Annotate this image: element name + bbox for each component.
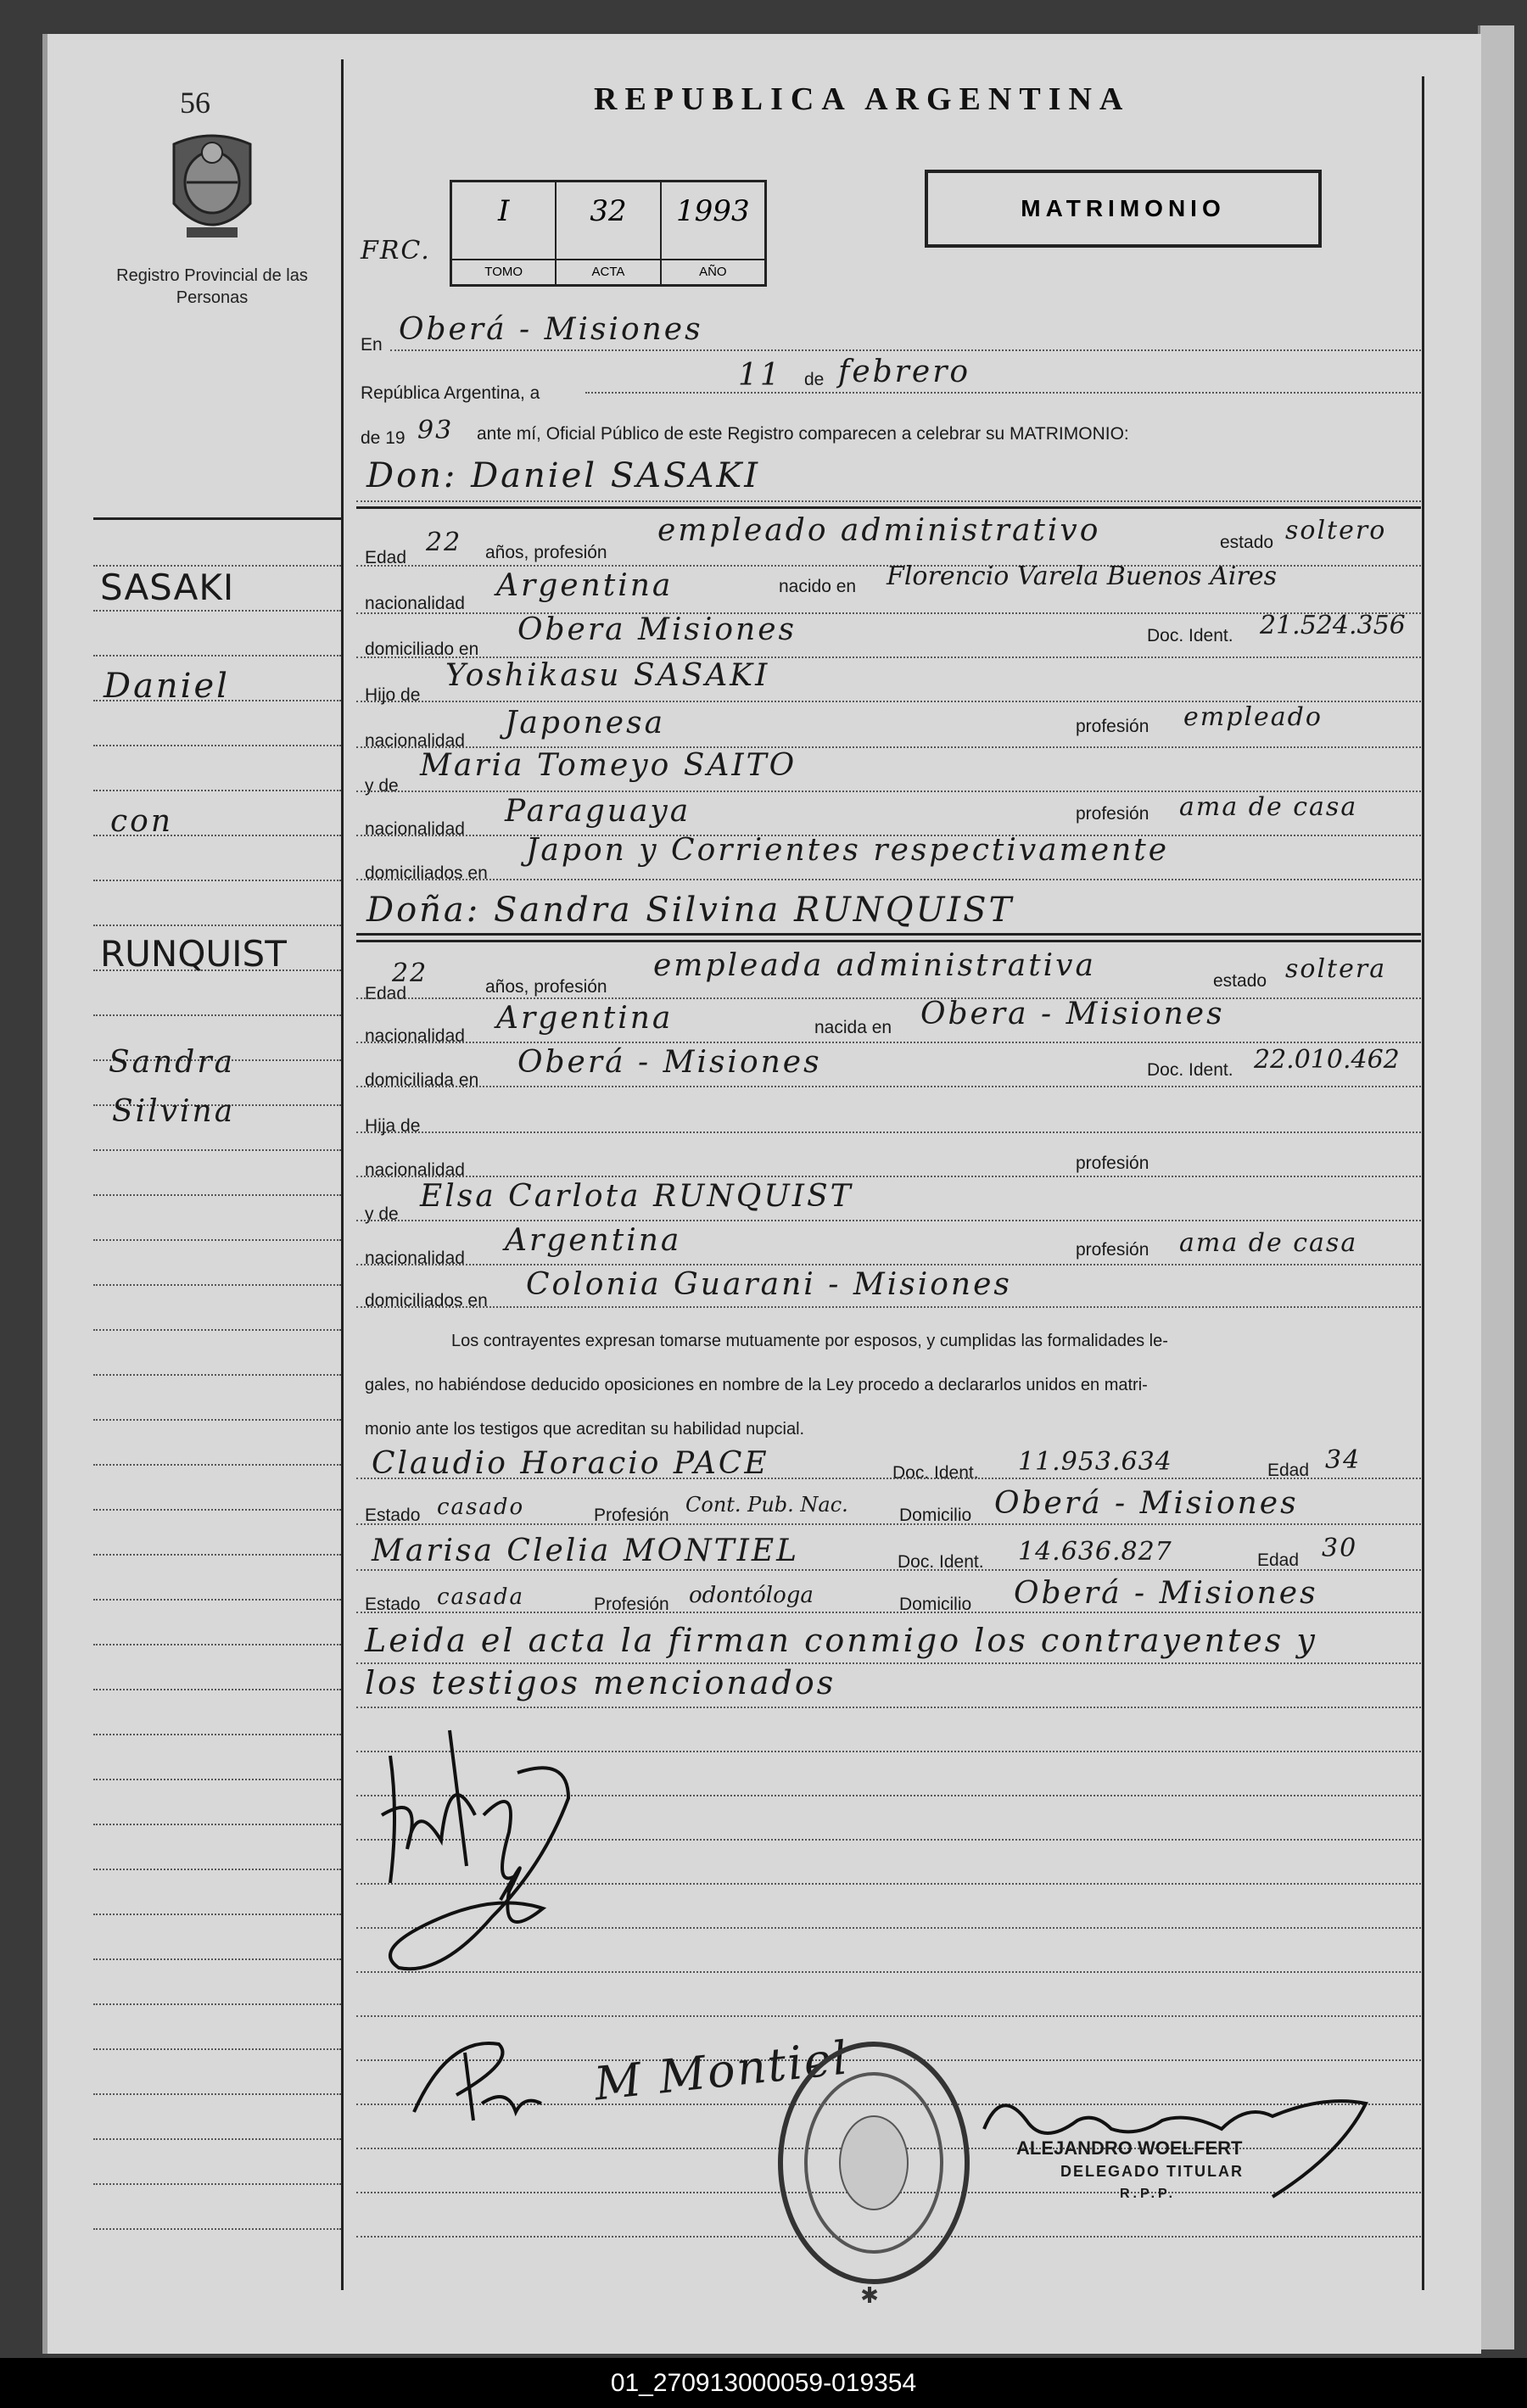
- tomo-value: I: [497, 194, 510, 228]
- margin-rule: [93, 1014, 341, 1016]
- bride-hija-label: Hija de: [365, 1116, 421, 1136]
- rule: [356, 997, 1421, 999]
- margin-rule: [93, 1374, 341, 1376]
- rule: [356, 1264, 1421, 1265]
- groom-domicile: Obera Misiones: [517, 612, 797, 647]
- image-id-footer: 01_270913000059-019354: [0, 2358, 1527, 2408]
- witness2-domicile: Oberá - Misiones: [1014, 1576, 1318, 1611]
- tomo-label: TOMO: [452, 259, 555, 284]
- groom-mother-profession: ama de casa: [1179, 792, 1358, 822]
- page-number: 56: [180, 86, 210, 120]
- groom-nacido-label: nacido en: [779, 577, 857, 596]
- witness1-state: casado: [437, 1495, 525, 1520]
- bride-domicile: Oberá - Misiones: [517, 1045, 822, 1080]
- bride-mother-nac-label: nacionalidad: [365, 1249, 465, 1268]
- margin-given-2b: Silvina: [112, 1094, 236, 1129]
- groom-father-profession: empleado: [1183, 702, 1323, 732]
- groom-yde-label: y de: [365, 776, 399, 796]
- bride-name-rule: [356, 940, 1421, 942]
- margin-rule: [93, 1284, 341, 1286]
- groom-father-prof-label: profesión: [1076, 717, 1149, 736]
- registry-name: Registro Provincial de las Personas: [116, 266, 308, 307]
- acta-label: ACTA: [557, 259, 659, 284]
- bride-birthplace: Obera - Misiones: [920, 997, 1225, 1031]
- witness2-name: Marisa Clelia MONTIEL: [372, 1534, 800, 1568]
- margin-rule: [93, 1958, 341, 1960]
- margin-rule: [93, 1914, 341, 1915]
- margin-rule: [93, 745, 341, 746]
- closing-line2: los testigos mencionados: [365, 1664, 836, 1701]
- witness2-domicilio-label: Domicilio: [899, 1595, 972, 1614]
- margin-rule: [93, 2183, 341, 2185]
- margin-surname-1: SASAKI: [100, 567, 235, 608]
- margin-divider: [341, 59, 344, 2290]
- groom-domicilio-label: domiciliado en: [365, 640, 479, 659]
- margin-rule: [93, 2003, 341, 2005]
- groom-hijo-label: Hijo de: [365, 685, 421, 705]
- witness1-name: Claudio Horacio PACE: [372, 1446, 769, 1481]
- margin-given-2a: Sandra: [109, 1045, 236, 1080]
- groom-bride-signatures: [348, 1696, 636, 2002]
- groom-name: Don: Daniel SASAKI: [366, 456, 761, 495]
- margin-rule: [93, 2228, 341, 2230]
- groom-edad-label: Edad: [365, 548, 407, 567]
- country-title: REPUBLICA ARGENTINA: [594, 81, 1131, 117]
- date-rule: [585, 392, 1421, 394]
- month: febrero: [838, 355, 971, 389]
- bride-doc: 22.010.462: [1254, 1045, 1400, 1075]
- acta-value: 32: [590, 194, 627, 228]
- groom-mother-nationality: Paraguaya: [505, 794, 691, 829]
- groom-top-rule: [356, 506, 1421, 509]
- margin-rule: [93, 2138, 341, 2140]
- margin-rule: [93, 1509, 341, 1511]
- bride-nacida-label: nacida en: [814, 1018, 892, 1037]
- witness1-estado-label: Estado: [365, 1506, 421, 1525]
- bride-parents-dom-label: domiciliados en: [365, 1291, 488, 1310]
- groom-anos-label: años, profesión: [485, 543, 607, 562]
- bride-doc-label: Doc. Ident.: [1147, 1060, 1233, 1080]
- margin-surname-2: RUNQUIST: [100, 933, 287, 975]
- ano-label: AÑO: [662, 259, 764, 284]
- groom-name-rule: [356, 500, 1421, 502]
- margin-rule: [93, 1734, 341, 1735]
- groom-nationality: Argentina: [496, 568, 674, 603]
- bride-nacionalidad-label: nacionalidad: [365, 1026, 465, 1046]
- groom-birthplace: Florencio Varela Buenos Aires: [887, 561, 1277, 591]
- groom-estado-label: estado: [1220, 533, 1274, 552]
- witness1-profession: Cont. Pub. Nac.: [685, 1493, 848, 1517]
- body-rule: [356, 2015, 1421, 2017]
- rule: [356, 1176, 1421, 1177]
- act-type-box: MATRIMONIO: [925, 170, 1322, 248]
- de-label: de: [804, 370, 825, 389]
- margin-rule: [93, 1869, 341, 1870]
- margin-rule: [93, 1149, 341, 1151]
- groom-parents-dom-label: domiciliados en: [365, 863, 488, 883]
- margin-rule: [93, 2093, 341, 2095]
- bride-father-nac-label: nacionalidad: [365, 1160, 465, 1180]
- provincial-emblem-icon: [161, 127, 263, 246]
- witness2-edad-label: Edad: [1257, 1550, 1300, 1570]
- rule: [356, 879, 1421, 880]
- svg-text:✱: ✱: [860, 2282, 879, 2308]
- republica-label: República Argentina, a: [361, 383, 540, 403]
- witness1-profesion-label: Profesión: [594, 1506, 669, 1525]
- rule: [356, 1131, 1421, 1133]
- witness2-profesion-label: Profesión: [594, 1595, 669, 1614]
- rule: [356, 1306, 1421, 1308]
- margin-rule: [93, 1644, 341, 1645]
- en-label: En: [361, 335, 383, 355]
- witness2-profession: odontóloga: [689, 1583, 814, 1608]
- bride-mother: Elsa Carlota RUNQUIST: [420, 1179, 853, 1214]
- witness2-estado-label: Estado: [365, 1595, 421, 1614]
- act-reference-box: [450, 180, 767, 287]
- bride-parents-domicile: Colonia Guarani - Misiones: [526, 1267, 1012, 1302]
- margin-rule: [93, 1554, 341, 1556]
- groom-father-nationality: Japonesa: [505, 706, 666, 740]
- rule: [356, 1478, 1421, 1479]
- bride-domicilio-label: domiciliada en: [365, 1070, 479, 1090]
- groom-nacionalidad-label: nacionalidad: [365, 594, 465, 613]
- bride-estado-label: estado: [1213, 971, 1267, 991]
- margin-rule: [93, 1464, 341, 1466]
- groom-age: 22: [426, 528, 462, 557]
- witness2-doc: 14.636.827: [1018, 1537, 1172, 1567]
- bride-top-rule: [356, 933, 1421, 936]
- witness1-domicile: Oberá - Misiones: [994, 1486, 1299, 1521]
- bride-nationality: Argentina: [496, 1001, 674, 1036]
- year-suffix: 93: [417, 416, 454, 445]
- groom-doc-label: Doc. Ident.: [1147, 626, 1233, 645]
- rule: [356, 1042, 1421, 1043]
- margin-rule: [93, 610, 341, 612]
- acta-cell: [557, 182, 661, 284]
- margin-rule: [93, 2048, 341, 2050]
- rule: [356, 1569, 1421, 1571]
- margin-rule: [93, 790, 341, 791]
- margin-rule: [93, 1419, 341, 1421]
- bride-mother-nationality: Argentina: [505, 1223, 682, 1258]
- year-prefix: de 19: [361, 428, 406, 448]
- tomo-cell: [452, 182, 557, 284]
- groom-mother: Maria Tomeyo SAITO: [420, 748, 797, 783]
- witness1-age: 34: [1325, 1445, 1362, 1475]
- margin-rule: [93, 880, 341, 881]
- witness1-domicilio-label: Domicilio: [899, 1506, 972, 1525]
- rule: [356, 1612, 1421, 1613]
- official-seal-icon: [768, 2023, 988, 2311]
- official-name: ALEJANDRO WOELFERT: [1016, 2137, 1243, 2159]
- declaration-line2: gales, no habiéndose deducido oposiciones en nombre de la Ley procedo a declararlos unidos en matri-: [365, 1376, 1148, 1394]
- page-edge: [1478, 25, 1514, 2349]
- frc-label: FRC.: [361, 236, 431, 265]
- right-border: [1422, 76, 1424, 2290]
- groom-civil-state: soltero: [1285, 516, 1387, 545]
- bride-father-prof-label: profesión: [1076, 1154, 1149, 1173]
- margin-given-1: Daniel: [103, 667, 230, 706]
- margin-rule: [93, 925, 341, 926]
- bride-age: 22: [392, 958, 428, 988]
- rule: [356, 1220, 1421, 1221]
- witness-signature-2: M Montiel: [591, 2031, 852, 2111]
- groom-profession: empleado administrativo: [657, 513, 1101, 548]
- closing-line1: Leida el acta la firman conmigo los contrayentes y: [365, 1622, 1317, 1659]
- witness-signature-1: [397, 2019, 567, 2137]
- official-org: R.P.P.: [1120, 2187, 1177, 2201]
- witness1-edad-label: Edad: [1267, 1461, 1310, 1480]
- margin-rule: [93, 1329, 341, 1331]
- place-rule: [390, 349, 1421, 351]
- declaration-line3: monio ante los testigos que acreditan su habilidad nupcial.: [365, 1420, 805, 1439]
- margin-rule: [93, 655, 341, 656]
- bride-mother-prof-label: profesión: [1076, 1240, 1149, 1260]
- groom-father: Yoshikasu SASAKI: [445, 658, 770, 693]
- bride-profession: empleada administrativa: [653, 948, 1096, 983]
- groom-mother-nac-label: nacionalidad: [365, 819, 465, 839]
- bride-mother-profession: ama de casa: [1179, 1228, 1358, 1258]
- margin-rule: [93, 1194, 341, 1196]
- bride-name: Doña: Sandra Silvina RUNQUIST: [366, 891, 1015, 930]
- margin-top-rule: [93, 517, 341, 520]
- witness2-state: casada: [437, 1584, 525, 1610]
- groom-doc: 21.524.356: [1260, 611, 1406, 640]
- rule: [356, 1523, 1421, 1525]
- place: Oberá - Misiones: [399, 312, 703, 347]
- witness2-age: 30: [1322, 1534, 1358, 1563]
- declaration-line1: Los contrayentes expresan tomarse mutuamente por esposos, y cumplidas las formalidades le-: [451, 1332, 1168, 1350]
- margin-rule: [93, 1599, 341, 1601]
- bride-yde-label: y de: [365, 1204, 399, 1224]
- groom-father-nac-label: nacionalidad: [365, 731, 465, 751]
- intro-text: ante mí, Oficial Público de este Registro comparecen a celebrar su MATRIMONIO:: [477, 424, 1129, 444]
- ano-cell: [662, 182, 764, 284]
- official-title: DELEGADO TITULAR: [1060, 2163, 1244, 2180]
- bride-civil-state: soltera: [1285, 954, 1387, 984]
- witness1-doc-label: Doc. Ident.: [892, 1463, 979, 1483]
- groom-mother-prof-label: profesión: [1076, 804, 1149, 824]
- witness2-doc-label: Doc. Ident.: [898, 1552, 984, 1572]
- day: 11: [738, 358, 782, 393]
- rule: [356, 1086, 1421, 1087]
- bride-anos-label: años, profesión: [485, 977, 607, 997]
- margin-rule: [93, 1239, 341, 1241]
- margin-rule: [93, 1689, 341, 1690]
- margin-rule: [93, 1824, 341, 1825]
- ano-value: 1993: [676, 194, 750, 228]
- margin-con: con: [110, 804, 174, 839]
- margin-rule: [93, 1779, 341, 1780]
- witness1-doc: 11.953.634: [1018, 1447, 1172, 1477]
- groom-parents-domicile: Japon y Corrientes respectivamente: [526, 833, 1170, 868]
- bride-edad-label: Edad: [365, 984, 407, 1003]
